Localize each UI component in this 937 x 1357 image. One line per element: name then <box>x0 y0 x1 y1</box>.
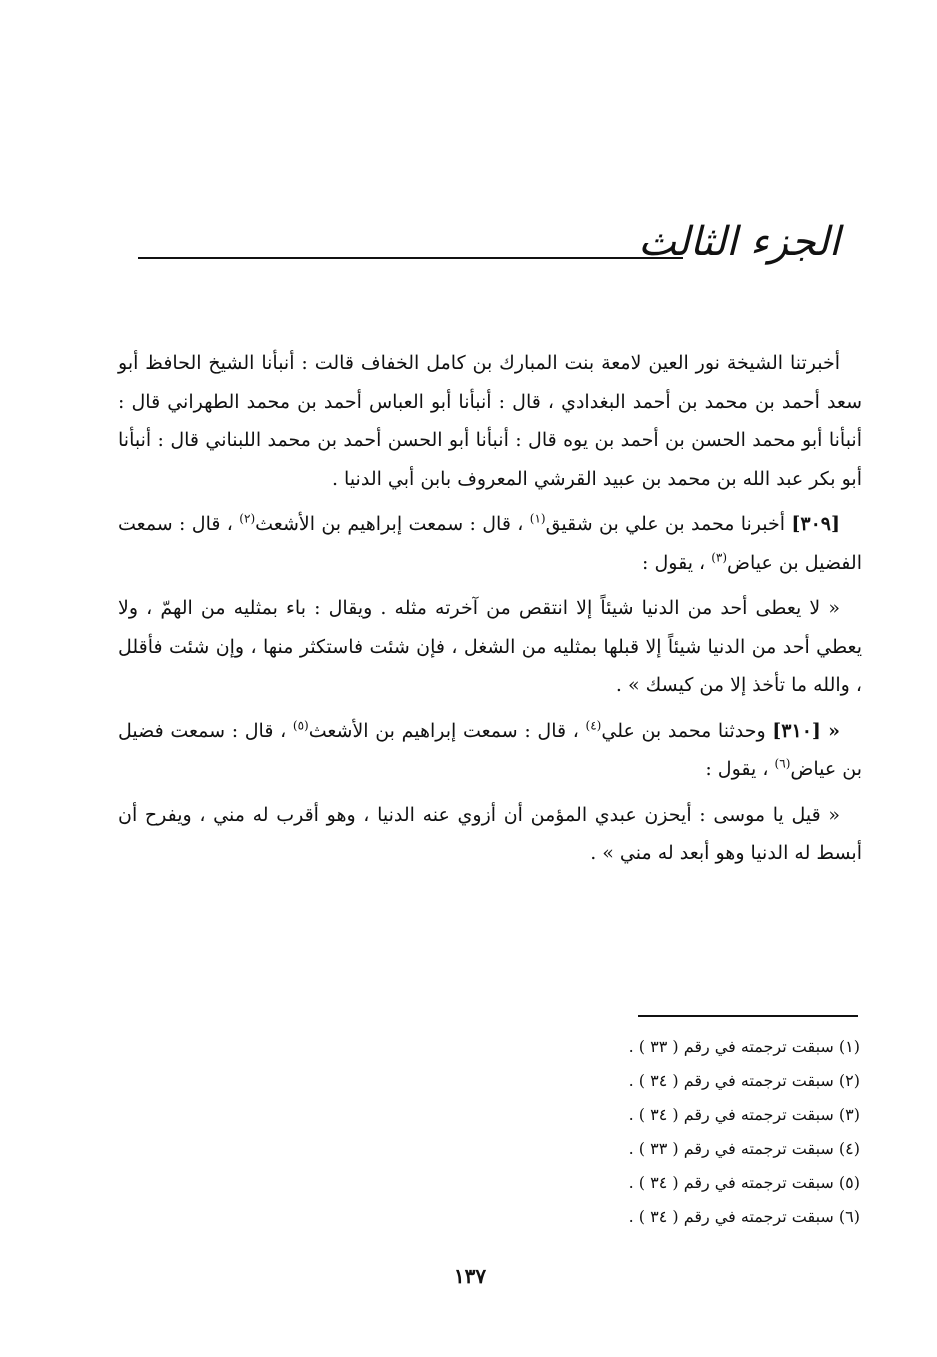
chain-text: أخبرنا محمد بن علي بن شقيق <box>545 513 786 535</box>
footnote-ref: (١) <box>529 511 546 526</box>
footnote-ref: (٦) <box>774 756 791 771</box>
footnote-item: (٦) سبقت ترجمته في رقم ( ٣٤ ) . <box>628 1207 860 1226</box>
entry-number: « [٣١٠] <box>772 719 840 742</box>
entry-310-chain <box>118 712 862 789</box>
footnote-ref: (٥) <box>292 718 309 733</box>
entry-number: [٣٠٩] <box>791 513 841 535</box>
footnote-item: (٤) سبقت ترجمته في رقم ( ٣٣ ) . <box>628 1139 860 1158</box>
page-number: ١٣٧ <box>453 1264 487 1288</box>
chain-text: ، قال : سمعت فضيل بن عياض <box>118 719 862 780</box>
footnote-separator <box>638 1015 858 1017</box>
chain-text: ، يقول : <box>705 758 769 780</box>
footnote-item: (٢) سبقت ترجمته في رقم ( ٣٤ ) . <box>628 1071 860 1090</box>
entry-310-quote: « قيل يا موسى : أيحزن عبدي المؤمن أن أزوي عنه الدنيا ، وهو أقرب له مني ، ويفرح أن أبسط له الدنيا وهو أبعد له مني » . <box>118 803 862 864</box>
footnotes-list <box>500 1030 860 1234</box>
footnote-item: (٣) سبقت ترجمته في رقم ( ٣٤ ) . <box>628 1105 860 1124</box>
isnad-intro: أخبرتنا الشيخة نور العين لامعة بنت المبارك بن كامل الخفاف قالت : أنبأنا الشيخ الحافظ أبو سعد أحمد بن محمد بن أحمد البغدادي ، قال : أنبأنا أبو العباس أحمد بن محمد الطهراني قال : أنبأنا أبو محمد الحسن بن أحمد بن يوه قال : أنبأنا أبو الحسن أحمد بن محمد اللبناني قال : أنبأنا أبو بكر عبد الله بن محمد بن عبيد القرشي المعروف بابن أبي الدنيا . <box>118 352 862 490</box>
footnote-ref: (٢) <box>239 511 256 526</box>
footnote-item: (١) سبقت ترجمته في رقم ( ٣٣ ) . <box>628 1037 860 1056</box>
part-title: الجزء الثالث <box>638 219 840 265</box>
footnote-item: (٥) سبقت ترجمته في رقم ( ٣٤ ) . <box>628 1173 860 1192</box>
header-rule <box>138 257 683 259</box>
chain-text: ، قال : سمعت إبراهيم بن الأشعث <box>308 719 579 742</box>
footnote-ref: (٣) <box>711 550 728 565</box>
entry-309-quote: « لا يعطى أحد من الدنيا شيئاً إلا انتقص من آخرته مثله . ويقال : باء بمثليه من الهمّ ، ولا يعطي أحد من الدنيا شيئاً إلا قبلها بمثليه من الشغل ، فإن شئت فاستكثر منها ، وإن شئت فأقلل ، والله ما تأخذ إلا من كيسك » . <box>118 597 862 696</box>
entry-309-chain <box>118 505 862 582</box>
chain-text: ، يقول : <box>642 551 706 574</box>
part-header <box>138 212 840 272</box>
chain-text: ، قال : سمعت إبراهيم بن الأشعث <box>255 513 524 535</box>
chain-text: ، قال : سمعت الفضيل بن عياض <box>118 513 862 574</box>
footnote-ref: (٤) <box>585 718 602 733</box>
main-text <box>118 344 862 880</box>
chain-text: وحدثنا محمد بن علي <box>601 719 766 742</box>
